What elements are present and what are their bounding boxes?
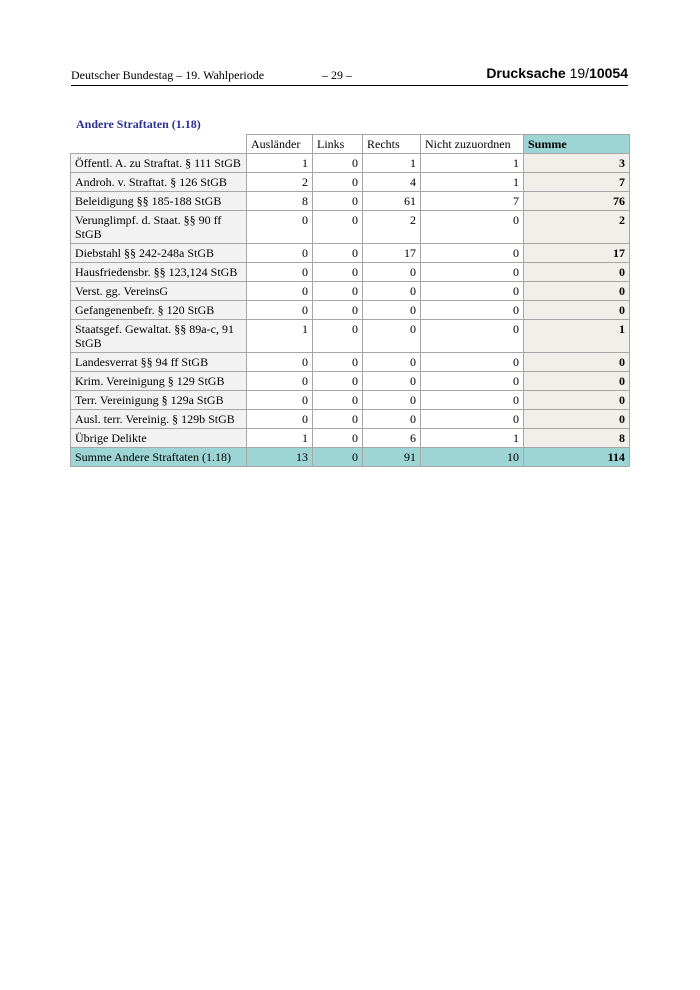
- value-cell: 0: [313, 391, 363, 410]
- value-cell: 0: [421, 391, 524, 410]
- section-title: Andere Straftaten (1.18): [76, 117, 201, 131]
- value-cell: 91: [363, 448, 421, 467]
- value-cell: 0: [313, 353, 363, 372]
- doc-label: Drucksache: [486, 65, 566, 81]
- value-cell: 0: [363, 391, 421, 410]
- value-cell: 0: [363, 263, 421, 282]
- corner-cell: [71, 135, 247, 154]
- page-number: – 29 –: [322, 68, 352, 82]
- sum-cell: 0: [524, 353, 630, 372]
- statistics-table: [70, 134, 630, 467]
- row-label: Ausl. terr. Vereinig. § 129b StGB: [71, 410, 247, 429]
- table-row: [71, 282, 630, 301]
- value-cell: 0: [421, 410, 524, 429]
- row-label: Übrige Delikte: [71, 429, 247, 448]
- row-label: Verst. gg. VereinsG: [71, 282, 247, 301]
- sum-cell: 3: [524, 154, 630, 173]
- value-cell: 0: [421, 320, 524, 353]
- value-cell: 7: [421, 192, 524, 211]
- table-row: [71, 192, 630, 211]
- value-cell: 13: [247, 448, 313, 467]
- value-cell: 0: [363, 282, 421, 301]
- header-left-text: Deutscher Bundestag – 19. Wahlperiode: [71, 68, 265, 82]
- value-cell: 0: [313, 154, 363, 173]
- table-row: [71, 301, 630, 320]
- value-cell: 0: [421, 282, 524, 301]
- value-cell: 6: [363, 429, 421, 448]
- value-cell: 0: [247, 372, 313, 391]
- value-cell: 0: [313, 448, 363, 467]
- sum-cell: 0: [524, 301, 630, 320]
- table-row: [71, 173, 630, 192]
- column-header: Rechts: [363, 135, 421, 154]
- table-row: [71, 353, 630, 372]
- page-header: [71, 66, 628, 86]
- value-cell: 1: [247, 154, 313, 173]
- row-label: Landesverrat §§ 94 ff StGB: [71, 353, 247, 372]
- sum-cell: 17: [524, 244, 630, 263]
- value-cell: 0: [313, 192, 363, 211]
- value-cell: 61: [363, 192, 421, 211]
- value-cell: 0: [313, 301, 363, 320]
- value-cell: 0: [247, 282, 313, 301]
- sum-cell: 0: [524, 263, 630, 282]
- table-header-row: [71, 135, 630, 154]
- value-cell: 0: [247, 353, 313, 372]
- value-cell: 0: [421, 353, 524, 372]
- row-label: Staatsgef. Gewaltat. §§ 89a-c, 91 StGB: [71, 320, 247, 353]
- value-cell: 1: [363, 154, 421, 173]
- table-row: [71, 263, 630, 282]
- value-cell: 0: [313, 372, 363, 391]
- value-cell: 10: [421, 448, 524, 467]
- value-cell: 1: [247, 320, 313, 353]
- value-cell: 0: [247, 410, 313, 429]
- value-cell: 0: [313, 429, 363, 448]
- value-cell: 2: [363, 211, 421, 244]
- column-header: Ausländer: [247, 135, 313, 154]
- row-label: Öffentl. A. zu Straftat. § 111 StGB: [71, 154, 247, 173]
- table-row: [71, 211, 630, 244]
- value-cell: 8: [247, 192, 313, 211]
- value-cell: 0: [421, 372, 524, 391]
- row-label: Beleidigung §§ 185-188 StGB: [71, 192, 247, 211]
- value-cell: 0: [421, 244, 524, 263]
- value-cell: 0: [363, 353, 421, 372]
- table-body: [71, 154, 630, 467]
- value-cell: 0: [247, 301, 313, 320]
- value-cell: 0: [247, 211, 313, 244]
- sum-cell: 8: [524, 429, 630, 448]
- value-cell: 1: [247, 429, 313, 448]
- column-header: Nicht zuzuordnen: [421, 135, 524, 154]
- value-cell: 1: [421, 429, 524, 448]
- table-row: [71, 244, 630, 263]
- sum-cell: 2: [524, 211, 630, 244]
- doc-number: 10054: [589, 65, 628, 81]
- value-cell: 0: [313, 263, 363, 282]
- row-label: Diebstahl §§ 242-248a StGB: [71, 244, 247, 263]
- value-cell: 2: [247, 173, 313, 192]
- value-cell: 0: [421, 211, 524, 244]
- column-header-summe: Summe: [524, 135, 630, 154]
- row-label: Terr. Vereinigung § 129a StGB: [71, 391, 247, 410]
- sum-cell: 0: [524, 410, 630, 429]
- value-cell: 17: [363, 244, 421, 263]
- value-cell: 0: [313, 211, 363, 244]
- value-cell: 0: [313, 173, 363, 192]
- value-cell: 1: [421, 154, 524, 173]
- row-label: Hausfriedensbr. §§ 123,124 StGB: [71, 263, 247, 282]
- value-cell: 0: [247, 391, 313, 410]
- row-label: Androh. v. Straftat. § 126 StGB: [71, 173, 247, 192]
- value-cell: 0: [363, 372, 421, 391]
- table-row: [71, 429, 630, 448]
- value-cell: 0: [421, 263, 524, 282]
- row-label: Krim. Vereinigung § 129 StGB: [71, 372, 247, 391]
- document-number: [486, 65, 628, 81]
- value-cell: 0: [363, 320, 421, 353]
- value-cell: 1: [421, 173, 524, 192]
- value-cell: 0: [247, 263, 313, 282]
- value-cell: 0: [421, 301, 524, 320]
- table-row: [71, 154, 630, 173]
- table-row: [71, 410, 630, 429]
- row-label: Gefangenenbefr. § 120 StGB: [71, 301, 247, 320]
- sum-cell: 114: [524, 448, 630, 467]
- sum-cell: 0: [524, 282, 630, 301]
- row-label: Verunglimpf. d. Staat. §§ 90 ff StGB: [71, 211, 247, 244]
- total-row: [71, 448, 630, 467]
- value-cell: 4: [363, 173, 421, 192]
- sum-cell: 0: [524, 391, 630, 410]
- doc-prefix: 19/: [569, 65, 590, 81]
- value-cell: 0: [313, 410, 363, 429]
- sum-cell: 76: [524, 192, 630, 211]
- value-cell: 0: [313, 244, 363, 263]
- sum-cell: 0: [524, 372, 630, 391]
- value-cell: 0: [247, 244, 313, 263]
- sum-cell: 1: [524, 320, 630, 353]
- value-cell: 0: [363, 301, 421, 320]
- sum-cell: 7: [524, 173, 630, 192]
- table-row: [71, 391, 630, 410]
- value-cell: 0: [363, 410, 421, 429]
- value-cell: 0: [313, 282, 363, 301]
- row-label: Summe Andere Straftaten (1.18): [71, 448, 247, 467]
- table-row: [71, 320, 630, 353]
- value-cell: 0: [313, 320, 363, 353]
- table-row: [71, 372, 630, 391]
- column-header: Links: [313, 135, 363, 154]
